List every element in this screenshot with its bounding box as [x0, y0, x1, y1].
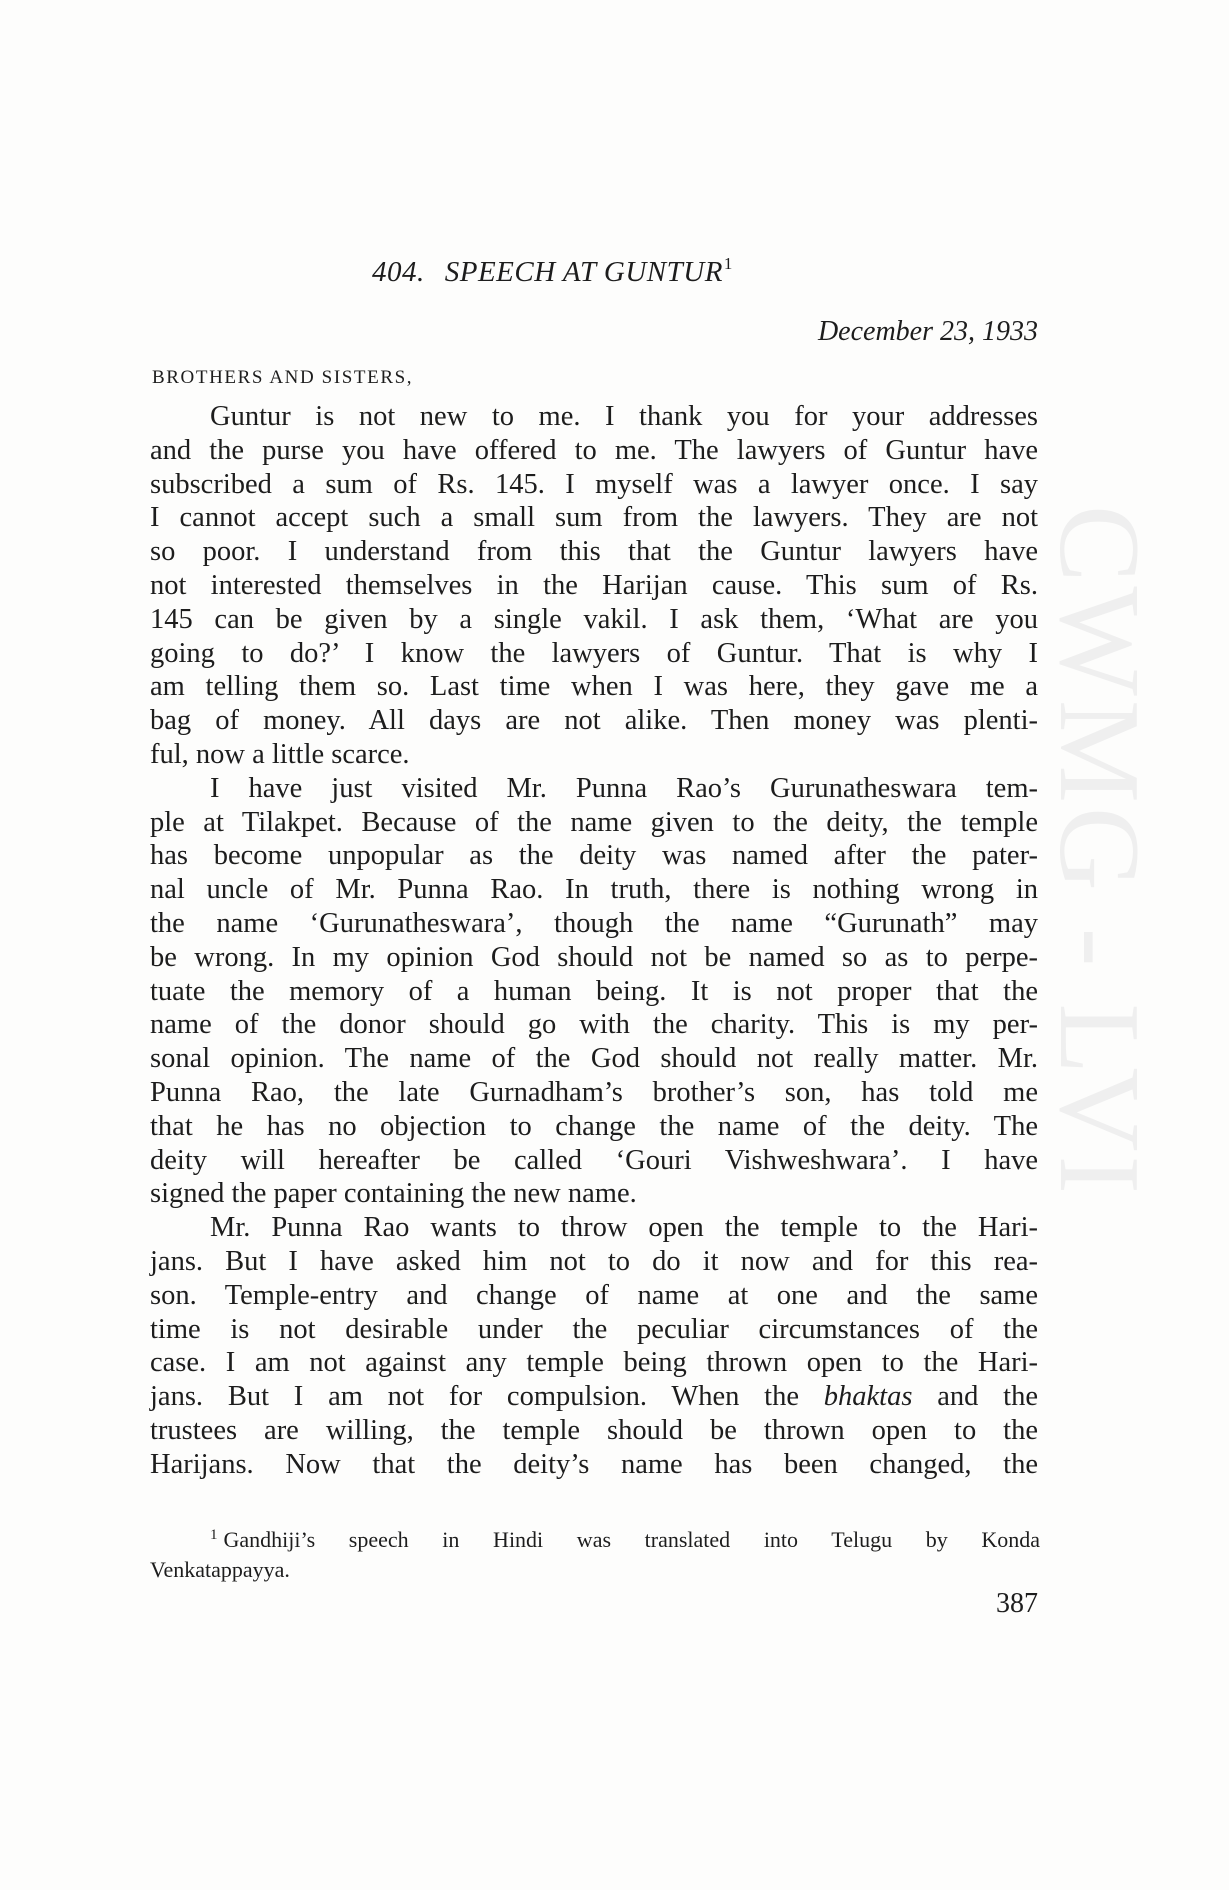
- paragraph-3: [150, 1211, 1038, 1481]
- text-line: I cannot accept such a small sum from the lawyers. They are not: [150, 502, 1038, 534]
- text-line: jans. But I am not for compulsion. When the bhaktas and the: [150, 1381, 1038, 1413]
- footnote-text: Gandhiji’s speech in Hindi was translated into Telugu by Konda: [223, 1527, 1040, 1552]
- heading-footnote-ref: 1: [723, 254, 733, 273]
- watermark: [1035, 505, 1163, 1385]
- text-line: has become unpopular as the deity was named after the pater-: [150, 840, 1038, 872]
- speech-date: December 23, 1933: [817, 316, 1038, 347]
- text-line: going to do?’ I know the lawyers of Guntur. That is why I: [150, 637, 1038, 669]
- text-line: son. Temple-entry and change of name at one and the same: [150, 1279, 1038, 1311]
- text-line: am telling them so. Last time when I was here, they gave me a: [150, 671, 1038, 703]
- text-line: time is not desirable under the peculiar circumstances of the: [150, 1313, 1038, 1345]
- text-line: Guntur is not new to me. I thank you for your addresses: [210, 401, 1038, 432]
- text-line: ple at Tilakpet. Because of the name given to the deity, the temple: [150, 806, 1038, 838]
- text-line: tuate the memory of a human being. It is not proper that the: [150, 975, 1038, 1007]
- text-line: Mr. Punna Rao wants to throw open the temple to the Hari-: [210, 1212, 1038, 1244]
- text-line: trustees are willing, the temple should be thrown open to the: [150, 1414, 1038, 1446]
- body-text: [150, 400, 1038, 1482]
- heading-title: SPEECH AT GUNTUR: [444, 256, 723, 288]
- paragraph-2: [150, 772, 1038, 1211]
- text-line: I have just visited Mr. Punna Rao’s Gurunatheswara tem-: [210, 772, 1038, 804]
- footnote-line: [150, 1520, 1040, 1555]
- text-line: ful, now a little scarce.: [150, 738, 410, 770]
- text-line: sonal opinion. The name of the God should not really matter. Mr.: [150, 1043, 1038, 1075]
- page-number: 387: [996, 1588, 1038, 1619]
- footnote: [150, 1520, 1040, 1585]
- footnote-line: Venkatappayya.: [150, 1557, 290, 1582]
- text-line: not interested themselves in the Harijan cause. This sum of Rs.: [150, 569, 1038, 601]
- text-line: Punna Rao, the late Gurnadham’s brother’s son, has told me: [150, 1076, 1038, 1108]
- text-line: nal uncle of Mr. Punna Rao. In truth, there is nothing wrong in: [150, 874, 1038, 906]
- text-line: bag of money. All days are not alike. Then money was plenti-: [150, 705, 1038, 737]
- italic-term: bhaktas: [823, 1381, 913, 1413]
- text-line: and the purse you have offered to me. The lawyers of Guntur have: [150, 434, 1038, 466]
- text-line: subscribed a sum of Rs. 145. I myself was a lawyer once. I say: [150, 468, 1038, 500]
- text-line: case. I am not against any temple being thrown open to the Hari-: [150, 1347, 1038, 1379]
- text-line: name of the donor should go with the charity. This is my per-: [150, 1009, 1038, 1041]
- text-line: deity will hereafter be called ‘Gouri Vishweshwara’. I have: [150, 1144, 1038, 1176]
- text-line: signed the paper containing the new name.: [150, 1178, 637, 1210]
- salutation: BROTHERS AND SISTERS,: [152, 367, 414, 388]
- text-line: jans. But I have asked him not to do it now and for this rea-: [150, 1245, 1038, 1277]
- text-line: the name ‘Gurunatheswara’, though the name “Gurunath” may: [150, 907, 1038, 939]
- text-line: that he has no objection to change the name of the deity. The: [150, 1110, 1038, 1142]
- watermark-text: CWMG - LVI: [1035, 505, 1163, 1199]
- footnote-marker: 1: [210, 1527, 218, 1543]
- heading-number: 404.: [372, 256, 425, 288]
- text-line: Harijans. Now that the deity’s name has been changed, the: [150, 1448, 1038, 1480]
- text-line: 145 can be given by a single vakil. I ask them, ‘What are you: [150, 603, 1038, 635]
- page-heading: [372, 254, 733, 289]
- text-line: be wrong. In my opinion God should not be named so as to perpe-: [150, 941, 1038, 973]
- text-line: so poor. I understand from this that the Guntur lawyers have: [150, 536, 1038, 568]
- paragraph-1: [150, 400, 1038, 772]
